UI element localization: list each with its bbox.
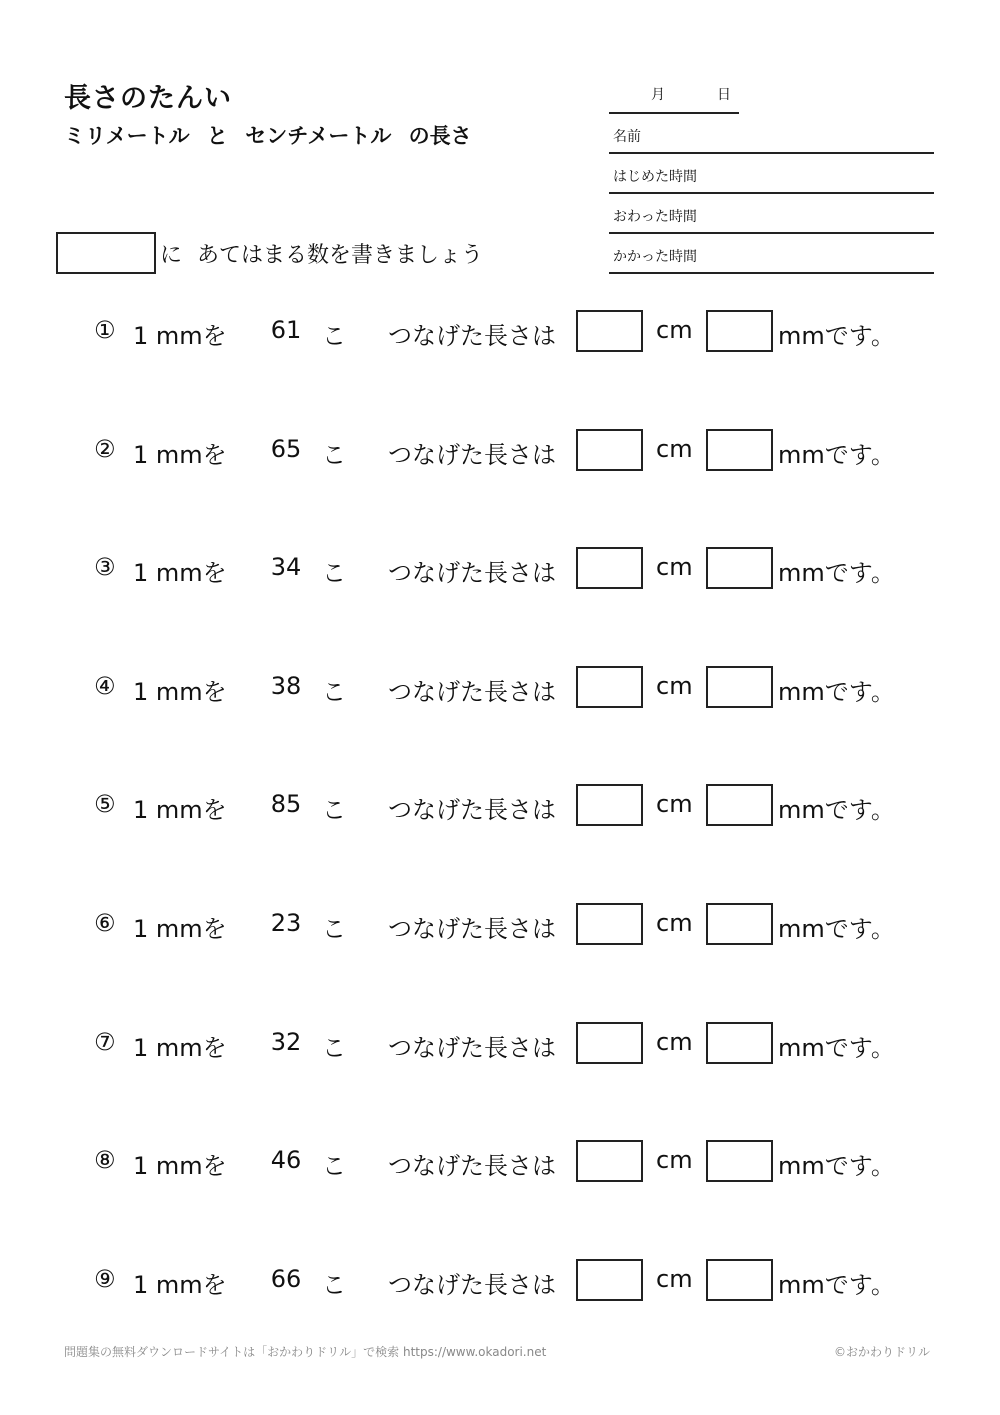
problem-number: ③ <box>94 553 116 582</box>
start-time-label: はじめた時間 <box>613 169 697 185</box>
cm-answer-box[interactable] <box>576 784 643 826</box>
problem-phrase: つなげた長さは <box>388 440 556 469</box>
problem-row <box>0 547 1000 591</box>
cm-unit-label: cm <box>656 1146 693 1175</box>
problem-count: 66 <box>270 1264 302 1293</box>
problem-counter-word: こ <box>322 1270 346 1299</box>
cm-answer-box[interactable] <box>576 1140 643 1182</box>
problem-counter-word: こ <box>322 677 346 706</box>
problem-row <box>0 429 1000 473</box>
problem-phrase: つなげた長さは <box>388 1033 556 1062</box>
cm-answer-box[interactable] <box>576 1259 643 1301</box>
start-time-field[interactable] <box>609 154 934 194</box>
problem-number: ④ <box>94 671 116 700</box>
footer-copyright: ©おかわりドリル <box>833 1345 930 1359</box>
cm-answer-box[interactable] <box>576 666 643 708</box>
problem-row <box>0 666 1000 710</box>
mm-answer-box[interactable] <box>706 903 773 945</box>
problem-counter-word: こ <box>322 1033 346 1062</box>
problem-unit-text: 1 mmを <box>133 559 227 588</box>
mm-answer-box[interactable] <box>706 666 773 708</box>
cm-unit-label: cm <box>656 434 693 463</box>
cm-unit-label: cm <box>656 553 693 582</box>
problem-count: 61 <box>270 316 302 344</box>
worksheet-title: 長さのたんい <box>64 83 232 114</box>
problem-number: ⑨ <box>94 1264 116 1293</box>
problem-number: ② <box>94 434 116 463</box>
mm-answer-box[interactable] <box>706 1140 773 1182</box>
cm-answer-box[interactable] <box>576 429 643 471</box>
cm-unit-label: cm <box>656 790 693 819</box>
problem-unit-text: 1 mmを <box>133 796 227 825</box>
problem-counter-word: こ <box>322 559 346 588</box>
problem-counter-word: こ <box>322 322 346 350</box>
problem-number: ⑥ <box>94 909 116 937</box>
problem-row <box>0 1022 1000 1066</box>
problem-count: 34 <box>270 553 302 582</box>
problem-count: 46 <box>270 1146 302 1175</box>
problem-phrase: つなげた長さは <box>388 322 556 350</box>
day-label: 日 <box>717 87 731 103</box>
problem-count: 85 <box>270 790 302 819</box>
problem-unit-text: 1 mmを <box>133 1270 227 1299</box>
elapsed-time-field[interactable] <box>609 234 934 274</box>
end-time-field[interactable] <box>609 194 934 234</box>
month-label: 月 <box>651 87 665 103</box>
cm-unit-label: cm <box>656 1027 693 1056</box>
name-label: 名前 <box>613 129 641 145</box>
problem-counter-word: こ <box>322 915 346 943</box>
cm-answer-box[interactable] <box>576 1022 643 1064</box>
problem-unit-text: 1 mmを <box>133 322 227 350</box>
problem-count: 32 <box>270 1027 302 1056</box>
problem-unit-text: 1 mmを <box>133 1033 227 1062</box>
problem-phrase: つなげた長さは <box>388 915 556 943</box>
problem-count: 23 <box>270 909 302 937</box>
problem-count: 38 <box>270 671 302 700</box>
problem-unit-text: 1 mmを <box>133 677 227 706</box>
problem-unit-text: 1 mmを <box>133 915 227 943</box>
mm-unit-label: mmです。 <box>778 1152 895 1181</box>
date-field[interactable] <box>609 76 739 114</box>
footer-site-text: 問題集の無料ダウンロードサイトは「おかわりドリル」で検索 https://www.okadori.net <box>64 1345 547 1359</box>
cm-unit-label: cm <box>656 909 693 937</box>
cm-unit-label: cm <box>656 1264 693 1293</box>
problem-number: ⑤ <box>94 790 116 819</box>
problem-number: ① <box>94 316 116 344</box>
cm-answer-box[interactable] <box>576 903 643 945</box>
problem-row <box>0 310 1000 354</box>
problem-counter-word: こ <box>322 440 346 469</box>
mm-unit-label: mmです。 <box>778 440 895 469</box>
mm-unit-label: mmです。 <box>778 1033 895 1062</box>
end-time-label: おわった時間 <box>613 209 697 225</box>
problem-phrase: つなげた長さは <box>388 1270 556 1299</box>
problem-row <box>0 1140 1000 1184</box>
problem-phrase: つなげた長さは <box>388 559 556 588</box>
mm-answer-box[interactable] <box>706 1259 773 1301</box>
mm-answer-box[interactable] <box>706 784 773 826</box>
cm-unit-label: cm <box>656 671 693 700</box>
problem-count: 65 <box>270 434 302 463</box>
problem-row <box>0 784 1000 828</box>
mm-answer-box[interactable] <box>706 310 773 352</box>
mm-unit-label: mmです。 <box>778 1270 895 1299</box>
elapsed-time-label: かかった時間 <box>613 249 697 265</box>
mm-answer-box[interactable] <box>706 1022 773 1064</box>
name-field[interactable] <box>609 114 934 154</box>
mm-unit-label: mmです。 <box>778 677 895 706</box>
problem-phrase: つなげた長さは <box>388 796 556 825</box>
problem-number: ⑧ <box>94 1146 116 1175</box>
student-info-panel <box>609 76 934 272</box>
problem-unit-text: 1 mmを <box>133 440 227 469</box>
problem-number: ⑦ <box>94 1027 116 1056</box>
problem-phrase: つなげた長さは <box>388 677 556 706</box>
instruction-text: に あてはまる数を書きましょう <box>160 243 483 268</box>
mm-unit-label: mmです。 <box>778 796 895 825</box>
sample-answer-box <box>56 232 156 274</box>
problem-row <box>0 903 1000 947</box>
mm-unit-label: mmです。 <box>778 322 895 350</box>
mm-answer-box[interactable] <box>706 429 773 471</box>
cm-answer-box[interactable] <box>576 310 643 352</box>
mm-unit-label: mmです。 <box>778 559 895 588</box>
cm-unit-label: cm <box>656 316 693 344</box>
problem-unit-text: 1 mmを <box>133 1152 227 1181</box>
mm-unit-label: mmです。 <box>778 915 895 943</box>
problem-phrase: つなげた長さは <box>388 1152 556 1181</box>
cm-answer-box[interactable] <box>576 547 643 589</box>
worksheet-subtitle: ミリメートル と センチメートル の長さ <box>64 124 472 148</box>
problem-row <box>0 1259 1000 1303</box>
mm-answer-box[interactable] <box>706 547 773 589</box>
problem-counter-word: こ <box>322 1152 346 1181</box>
problem-counter-word: こ <box>322 796 346 825</box>
